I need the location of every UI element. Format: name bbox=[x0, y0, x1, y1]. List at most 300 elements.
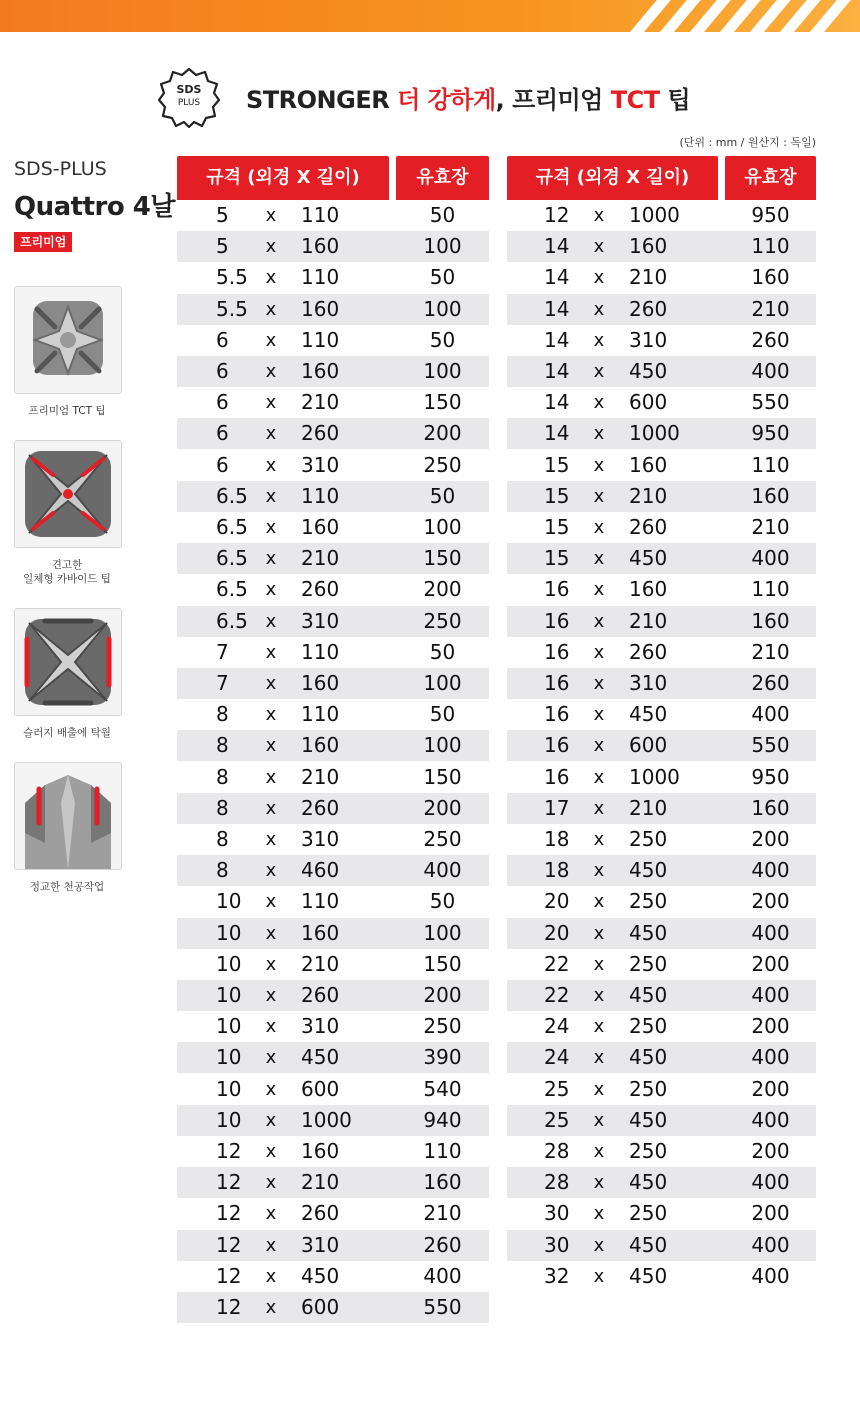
length-cell: 110 bbox=[301, 327, 340, 352]
diameter-cell: 8 bbox=[216, 795, 229, 820]
diameter-cell: 7 bbox=[216, 639, 229, 664]
separator-cell: x bbox=[593, 797, 605, 819]
length-cell: 210 bbox=[301, 1170, 340, 1195]
effective-cell: 260 bbox=[423, 1232, 462, 1257]
table-row bbox=[177, 606, 489, 637]
table-row bbox=[177, 855, 489, 886]
separator-cell: x bbox=[593, 985, 605, 1006]
separator-cell: x bbox=[265, 766, 277, 788]
spec-header: 규격 (외경 X 길이) bbox=[507, 156, 718, 200]
separator-cell: x bbox=[265, 1016, 277, 1038]
diameter-cell: 12 bbox=[216, 1170, 242, 1195]
effective-cell: 550 bbox=[423, 1295, 462, 1319]
diameter-cell: 15 bbox=[544, 452, 570, 477]
effective-cell: 260 bbox=[751, 327, 790, 352]
diameter-cell: 5.5 bbox=[216, 296, 248, 321]
separator-cell: x bbox=[593, 579, 605, 601]
feature-caption: 정교한 천공작업 bbox=[29, 881, 105, 893]
separator-cell: x bbox=[593, 1047, 605, 1069]
table-row bbox=[177, 1105, 489, 1136]
diameter-cell: 5 bbox=[216, 203, 229, 227]
length-cell: 160 bbox=[301, 733, 340, 758]
diameter-cell: 16 bbox=[544, 639, 570, 664]
table-row bbox=[507, 200, 816, 231]
headline bbox=[246, 80, 690, 115]
length-cell: 1000 bbox=[301, 1107, 352, 1132]
diameter-cell: 10 bbox=[216, 1076, 242, 1101]
diameter-cell: 17 bbox=[544, 795, 570, 820]
diameter-cell: 10 bbox=[216, 1014, 242, 1039]
effective-cell: 250 bbox=[423, 1014, 462, 1039]
diameter-cell: 14 bbox=[544, 296, 570, 321]
diameter-cell: 6.5 bbox=[216, 608, 248, 633]
table-row bbox=[177, 294, 489, 325]
separator-cell: x bbox=[265, 1203, 277, 1225]
separator-cell: x bbox=[265, 1047, 277, 1069]
diameter-cell: 22 bbox=[544, 951, 570, 976]
diameter-cell: 20 bbox=[544, 920, 570, 945]
separator-cell: x bbox=[265, 641, 277, 663]
diameter-cell: 6.5 bbox=[216, 546, 248, 571]
length-cell: 1000 bbox=[629, 421, 680, 446]
effective-cell: 400 bbox=[423, 858, 462, 883]
table-row bbox=[507, 325, 816, 356]
length-cell: 250 bbox=[629, 1014, 668, 1039]
diameter-cell: 12 bbox=[216, 1201, 242, 1226]
effective-cell: 950 bbox=[751, 421, 790, 446]
premium-tct-tip-icon bbox=[15, 287, 121, 393]
table-row bbox=[507, 512, 816, 543]
effective-cell: 200 bbox=[751, 889, 790, 914]
length-cell: 450 bbox=[629, 920, 668, 945]
length-cell: 450 bbox=[629, 546, 668, 571]
length-cell: 260 bbox=[301, 795, 340, 820]
table-row bbox=[177, 1292, 489, 1323]
length-cell: 600 bbox=[629, 390, 668, 415]
length-cell: 160 bbox=[301, 296, 340, 321]
effective-cell: 400 bbox=[751, 983, 790, 1007]
diameter-cell: 5.5 bbox=[216, 265, 248, 290]
separator-cell: x bbox=[265, 860, 277, 882]
length-cell: 160 bbox=[629, 452, 668, 477]
effective-cell: 160 bbox=[751, 265, 790, 290]
length-cell: 460 bbox=[301, 858, 340, 883]
table-row bbox=[507, 949, 816, 980]
feature-caption: 견고한 일체형 카바이드 팁 bbox=[23, 559, 111, 585]
length-cell: 160 bbox=[301, 1139, 340, 1163]
length-cell: 450 bbox=[629, 1170, 668, 1195]
table-row bbox=[177, 886, 489, 917]
effective-cell: 400 bbox=[751, 1045, 790, 1070]
effective-cell: 100 bbox=[423, 733, 462, 758]
table-row bbox=[507, 356, 816, 387]
diameter-cell: 8 bbox=[216, 733, 229, 758]
separator-cell: x bbox=[265, 1109, 277, 1131]
feature-sludge bbox=[14, 608, 122, 740]
separator-cell: x bbox=[265, 579, 277, 601]
table-row bbox=[177, 1011, 489, 1042]
header bbox=[0, 66, 860, 126]
length-cell: 600 bbox=[629, 733, 668, 758]
table-row bbox=[507, 824, 816, 855]
diameter-cell: 28 bbox=[544, 1139, 570, 1163]
effective-cell: 110 bbox=[751, 234, 790, 259]
table-row bbox=[507, 730, 816, 761]
length-cell: 210 bbox=[301, 390, 340, 415]
effective-cell: 390 bbox=[423, 1045, 462, 1070]
effective-cell: 110 bbox=[751, 452, 790, 477]
diameter-cell: 14 bbox=[544, 359, 570, 383]
separator-cell: x bbox=[593, 829, 605, 850]
effective-cell: 50 bbox=[429, 702, 456, 727]
length-cell: 310 bbox=[301, 1014, 340, 1039]
table-row bbox=[177, 1136, 489, 1167]
length-cell: 250 bbox=[629, 951, 668, 976]
length-cell: 210 bbox=[629, 483, 668, 508]
table-row bbox=[507, 387, 816, 418]
separator-cell: x bbox=[265, 1078, 277, 1100]
effective-cell: 200 bbox=[751, 1201, 790, 1226]
table-row bbox=[177, 918, 489, 949]
effective-cell: 160 bbox=[423, 1170, 462, 1195]
table-row bbox=[507, 1074, 816, 1105]
effective-cell: 200 bbox=[751, 1139, 790, 1163]
separator-cell: x bbox=[593, 860, 605, 882]
diameter-cell: 24 bbox=[544, 1045, 570, 1070]
separator-cell: x bbox=[265, 1297, 277, 1318]
length-cell: 260 bbox=[629, 296, 668, 321]
table-row bbox=[177, 450, 489, 481]
diameter-cell: 14 bbox=[544, 234, 570, 259]
table-row bbox=[507, 1011, 816, 1042]
table-row bbox=[177, 574, 489, 605]
separator-cell: x bbox=[265, 236, 277, 258]
separator-cell: x bbox=[593, 267, 605, 289]
diameter-cell: 12 bbox=[216, 1263, 242, 1288]
effective-cell: 200 bbox=[751, 827, 790, 851]
effective-cell: 950 bbox=[751, 764, 790, 789]
feature-image-box bbox=[14, 440, 122, 548]
diameter-cell: 6 bbox=[216, 452, 229, 477]
diameter-cell: 16 bbox=[544, 577, 570, 602]
diameter-cell: 8 bbox=[216, 702, 229, 727]
effective-cell: 150 bbox=[423, 546, 462, 571]
effective-cell: 400 bbox=[751, 1107, 790, 1132]
effective-cell: 50 bbox=[429, 203, 456, 227]
diameter-cell: 10 bbox=[216, 1045, 242, 1070]
separator-cell: x bbox=[265, 454, 277, 476]
diameter-cell: 10 bbox=[216, 951, 242, 976]
effective-header: 유효장 bbox=[725, 156, 816, 200]
table-row bbox=[177, 200, 489, 231]
diameter-cell: 18 bbox=[544, 827, 570, 851]
diameter-cell: 14 bbox=[544, 265, 570, 290]
table-row bbox=[507, 543, 816, 574]
table-row bbox=[507, 1230, 816, 1261]
separator-cell: x bbox=[265, 205, 277, 226]
separator-cell: x bbox=[593, 236, 605, 258]
diameter-cell: 16 bbox=[544, 608, 570, 633]
feature-precision bbox=[14, 762, 122, 894]
length-cell: 260 bbox=[629, 515, 668, 539]
length-cell: 110 bbox=[301, 203, 340, 227]
table-row bbox=[177, 262, 489, 293]
separator-cell: x bbox=[593, 673, 605, 694]
effective-cell: 210 bbox=[423, 1201, 462, 1226]
table-row bbox=[507, 450, 816, 481]
effective-cell: 210 bbox=[751, 515, 790, 539]
diameter-cell: 18 bbox=[544, 858, 570, 883]
effective-cell: 100 bbox=[423, 296, 462, 321]
effective-cell: 100 bbox=[423, 671, 462, 695]
logo-badge-icon bbox=[158, 66, 220, 128]
separator-cell: x bbox=[593, 423, 605, 445]
separator-cell: x bbox=[593, 548, 605, 570]
diameter-cell: 8 bbox=[216, 764, 229, 789]
separator-cell: x bbox=[265, 517, 277, 538]
length-cell: 160 bbox=[301, 920, 340, 945]
carbide-tip-icon bbox=[15, 441, 121, 547]
table-row bbox=[507, 574, 816, 605]
table-row bbox=[507, 1042, 816, 1073]
diameter-cell: 7 bbox=[216, 671, 229, 695]
diameter-cell: 12 bbox=[216, 1139, 242, 1163]
diameter-cell: 10 bbox=[216, 889, 242, 914]
separator-cell: x bbox=[593, 1016, 605, 1038]
length-cell: 260 bbox=[301, 577, 340, 602]
diameter-cell: 14 bbox=[544, 327, 570, 352]
separator-cell: x bbox=[593, 1078, 605, 1100]
separator-cell: x bbox=[265, 485, 277, 507]
length-cell: 110 bbox=[301, 702, 340, 727]
diameter-cell: 16 bbox=[544, 671, 570, 695]
table-row bbox=[177, 512, 489, 543]
diameter-cell: 10 bbox=[216, 920, 242, 945]
separator-cell: x bbox=[593, 1265, 605, 1287]
effective-cell: 250 bbox=[423, 452, 462, 477]
separator-cell: x bbox=[265, 298, 277, 320]
effective-cell: 400 bbox=[751, 546, 790, 571]
table-row bbox=[507, 231, 816, 262]
effective-cell: 200 bbox=[423, 795, 462, 820]
separator-cell: x bbox=[265, 423, 277, 445]
diameter-cell: 15 bbox=[544, 515, 570, 539]
length-cell: 450 bbox=[629, 359, 668, 383]
table-row bbox=[177, 543, 489, 574]
separator-cell: x bbox=[593, 454, 605, 476]
table-row bbox=[507, 1105, 816, 1136]
effective-cell: 150 bbox=[423, 764, 462, 789]
effective-cell: 950 bbox=[751, 203, 790, 227]
table-row bbox=[177, 699, 489, 730]
separator-cell: x bbox=[593, 1234, 605, 1256]
effective-cell: 100 bbox=[423, 359, 462, 383]
premium-badge: 프리미엄 bbox=[14, 232, 72, 252]
table-row bbox=[507, 762, 816, 793]
diameter-cell: 12 bbox=[544, 203, 570, 227]
table-row bbox=[177, 387, 489, 418]
length-cell: 450 bbox=[301, 1045, 340, 1070]
length-cell: 160 bbox=[301, 359, 340, 383]
length-cell: 260 bbox=[301, 1201, 340, 1226]
effective-cell: 400 bbox=[751, 359, 790, 383]
table-row bbox=[177, 668, 489, 699]
diameter-cell: 6.5 bbox=[216, 483, 248, 508]
effective-cell: 210 bbox=[751, 296, 790, 321]
table-row bbox=[507, 1261, 816, 1292]
effective-cell: 250 bbox=[423, 608, 462, 633]
separator-cell: x bbox=[265, 361, 277, 382]
effective-cell: 400 bbox=[751, 920, 790, 945]
separator-cell: x bbox=[593, 922, 605, 944]
table-row bbox=[507, 886, 816, 917]
precision-drilling-icon bbox=[15, 763, 121, 869]
effective-cell: 160 bbox=[751, 483, 790, 508]
length-cell: 160 bbox=[301, 515, 340, 539]
length-cell: 310 bbox=[629, 671, 668, 695]
diameter-cell: 6 bbox=[216, 327, 229, 352]
effective-cell: 540 bbox=[423, 1076, 462, 1101]
effective-cell: 100 bbox=[423, 920, 462, 945]
separator-cell: x bbox=[265, 985, 277, 1006]
diameter-cell: 6.5 bbox=[216, 515, 248, 539]
effective-cell: 110 bbox=[423, 1139, 462, 1163]
length-cell: 1000 bbox=[629, 203, 680, 227]
table-row bbox=[507, 1167, 816, 1198]
effective-cell: 110 bbox=[751, 577, 790, 602]
diameter-cell: 25 bbox=[544, 1107, 570, 1132]
effective-cell: 550 bbox=[751, 733, 790, 758]
effective-cell: 250 bbox=[423, 827, 462, 851]
effective-cell: 200 bbox=[423, 983, 462, 1007]
separator-cell: x bbox=[593, 735, 605, 757]
table-row bbox=[507, 481, 816, 512]
effective-cell: 150 bbox=[423, 390, 462, 415]
effective-cell: 940 bbox=[423, 1107, 462, 1132]
table-row bbox=[177, 325, 489, 356]
effective-cell: 200 bbox=[751, 1014, 790, 1039]
length-cell: 450 bbox=[629, 1045, 668, 1070]
table-row bbox=[507, 294, 816, 325]
headline-part: 팁 bbox=[659, 86, 691, 114]
logo-text-sds: SDS bbox=[176, 83, 202, 96]
headline-part: TCT bbox=[610, 86, 660, 114]
separator-cell: x bbox=[593, 1141, 605, 1162]
separator-cell: x bbox=[593, 298, 605, 320]
length-cell: 250 bbox=[629, 1201, 668, 1226]
length-cell: 210 bbox=[301, 951, 340, 976]
diameter-cell: 12 bbox=[216, 1232, 242, 1257]
separator-cell: x bbox=[593, 1203, 605, 1225]
separator-cell: x bbox=[593, 953, 605, 975]
diameter-cell: 24 bbox=[544, 1014, 570, 1039]
separator-cell: x bbox=[265, 891, 277, 913]
diameter-cell: 6 bbox=[216, 359, 229, 383]
length-cell: 450 bbox=[629, 702, 668, 727]
length-cell: 450 bbox=[629, 1107, 668, 1132]
effective-cell: 400 bbox=[751, 702, 790, 727]
separator-cell: x bbox=[265, 704, 277, 726]
length-cell: 450 bbox=[629, 1232, 668, 1257]
separator-cell: x bbox=[265, 829, 277, 850]
effective-cell: 550 bbox=[751, 390, 790, 415]
diameter-cell: 30 bbox=[544, 1232, 570, 1257]
diameter-cell: 8 bbox=[216, 827, 229, 851]
diameter-cell: 6.5 bbox=[216, 577, 248, 602]
separator-cell: x bbox=[593, 641, 605, 663]
length-cell: 260 bbox=[301, 421, 340, 446]
effective-cell: 50 bbox=[429, 265, 456, 290]
length-cell: 310 bbox=[301, 1232, 340, 1257]
separator-cell: x bbox=[265, 610, 277, 632]
separator-cell: x bbox=[593, 610, 605, 632]
length-cell: 600 bbox=[301, 1076, 340, 1101]
separator-cell: x bbox=[265, 1234, 277, 1256]
diameter-cell: 12 bbox=[216, 1295, 242, 1319]
length-cell: 1000 bbox=[629, 764, 680, 789]
table-row bbox=[177, 231, 489, 262]
effective-cell: 50 bbox=[429, 483, 456, 508]
table-row bbox=[507, 1136, 816, 1167]
diameter-cell: 5 bbox=[216, 234, 229, 259]
separator-cell: x bbox=[593, 329, 605, 351]
effective-cell: 400 bbox=[751, 858, 790, 883]
diameter-cell: 32 bbox=[544, 1263, 570, 1288]
feature-carbide bbox=[14, 440, 122, 586]
separator-cell: x bbox=[593, 205, 605, 226]
effective-cell: 50 bbox=[429, 639, 456, 664]
separator-cell: x bbox=[593, 392, 605, 414]
headline-part: , 프리미엄 bbox=[495, 86, 611, 114]
table-row bbox=[507, 980, 816, 1011]
separator-cell: x bbox=[265, 797, 277, 819]
table-row bbox=[177, 1198, 489, 1229]
effective-cell: 210 bbox=[751, 639, 790, 664]
separator-cell: x bbox=[265, 548, 277, 570]
feature-image-box bbox=[14, 762, 122, 870]
length-cell: 450 bbox=[629, 983, 668, 1007]
table-row bbox=[177, 1074, 489, 1105]
length-cell: 250 bbox=[629, 1139, 668, 1163]
separator-cell: x bbox=[265, 1265, 277, 1287]
effective-cell: 400 bbox=[423, 1263, 462, 1288]
feature-image-box bbox=[14, 286, 122, 394]
diameter-cell: 28 bbox=[544, 1170, 570, 1195]
length-cell: 160 bbox=[629, 234, 668, 259]
length-cell: 160 bbox=[301, 671, 340, 695]
length-cell: 110 bbox=[301, 483, 340, 508]
length-cell: 210 bbox=[629, 265, 668, 290]
top-banner bbox=[0, 0, 860, 32]
feature-premium-tct bbox=[14, 286, 122, 418]
length-cell: 210 bbox=[629, 795, 668, 820]
table-row bbox=[177, 418, 489, 449]
effective-cell: 400 bbox=[751, 1170, 790, 1195]
effective-cell: 200 bbox=[751, 951, 790, 976]
diameter-cell: 22 bbox=[544, 983, 570, 1007]
separator-cell: x bbox=[593, 1172, 605, 1194]
effective-cell: 160 bbox=[751, 608, 790, 633]
separator-cell: x bbox=[593, 485, 605, 507]
table-row bbox=[177, 949, 489, 980]
effective-cell: 150 bbox=[423, 951, 462, 976]
separator-cell: x bbox=[265, 735, 277, 757]
separator-cell: x bbox=[265, 922, 277, 944]
length-cell: 250 bbox=[629, 1076, 668, 1101]
diameter-cell: 20 bbox=[544, 889, 570, 914]
feature-caption: 슬러지 배출에 탁월 bbox=[23, 727, 111, 739]
diameter-cell: 10 bbox=[216, 1107, 242, 1132]
